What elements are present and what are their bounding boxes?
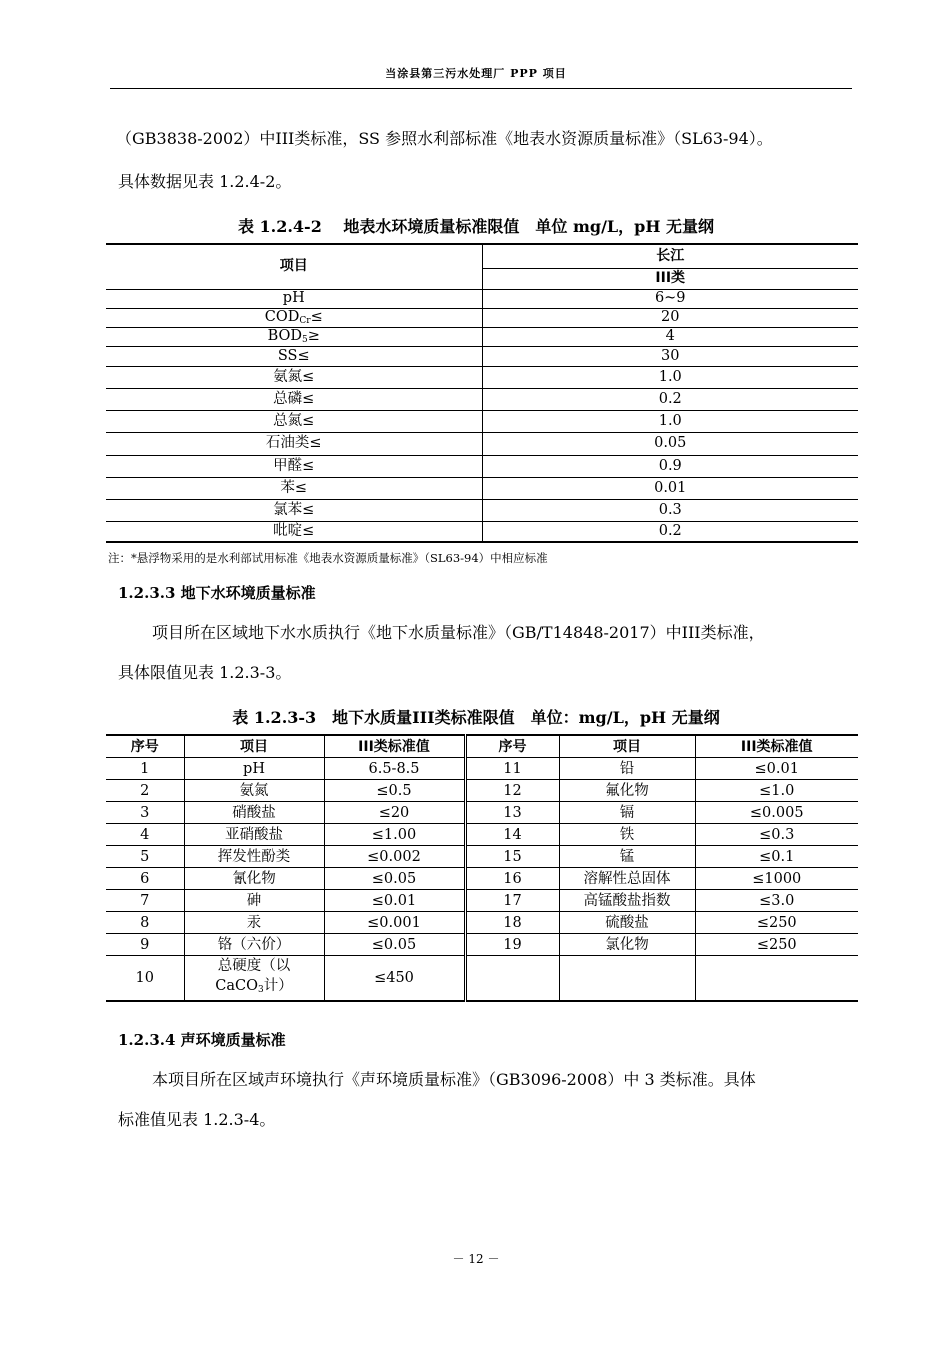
table1-item: [106, 308, 482, 327]
table-row: [106, 289, 858, 308]
table-row: [106, 868, 858, 890]
table2-cell: 2: [106, 780, 184, 802]
table2-cell: ≤0.01: [695, 758, 858, 780]
table-row: [106, 934, 858, 956]
table1-value: 0.3: [482, 499, 858, 521]
table-row: [106, 327, 858, 346]
table1-note: 注：*悬浮物采用的是水利部试用标准《地表水资源质量标准》（SL63-94）中相应标准: [108, 551, 548, 565]
table1-value: 30: [482, 346, 858, 366]
table2-cell: 氯化物: [559, 934, 695, 956]
table2-cell: 14: [465, 824, 559, 846]
table-row: [106, 758, 858, 780]
table2-cell: 汞: [184, 912, 324, 934]
table2-cell: 16: [465, 868, 559, 890]
table2-cell: 9: [106, 934, 184, 956]
table2-cell: 硝酸盐: [184, 802, 324, 824]
table-header-row: [106, 735, 858, 758]
table1-item: 氯苯≤: [106, 499, 482, 521]
running-header: 当涂县第三污水处理厂 PPP 项目: [385, 67, 567, 80]
intro-line-2: 具体数据见表 1.2.4-2。: [118, 172, 292, 191]
table2-empty-cell: [695, 956, 858, 1002]
table-row: [106, 346, 858, 366]
table-row: [106, 846, 858, 868]
table1-item-tail: ≥: [307, 327, 320, 344]
table2-cell: 铅: [559, 758, 695, 780]
table2-empty-cell: [559, 956, 695, 1002]
table2-cell: 3: [106, 802, 184, 824]
table2-cell: ≤20: [324, 802, 465, 824]
noise-line-2: 标准值见表 1.2.3-4。: [118, 1110, 276, 1129]
table2-cell: 砷: [184, 890, 324, 912]
table-row: [106, 802, 858, 824]
table1-item-subscript: Cr: [299, 315, 311, 326]
table2-cell: ≤0.01: [324, 890, 465, 912]
groundwater-line-2: 具体限值见表 1.2.3-3。: [118, 663, 292, 682]
table2-cell: 12: [465, 780, 559, 802]
table2-cell: 1: [106, 758, 184, 780]
table1-item: [106, 327, 482, 346]
table2-caption: 表 1.2.3-3 地下水质量III类标准限值 单位：mg/L，pH 无量纲: [232, 708, 720, 727]
table2-cell: ≤450: [324, 956, 465, 1002]
table-row: [106, 308, 858, 327]
table2-header-item-2: 项目: [559, 735, 695, 758]
table2-cell: ≤1.00: [324, 824, 465, 846]
header-rule: [110, 88, 852, 89]
table1-item: 氨氮≤: [106, 366, 482, 388]
table1-caption: 表 1.2.4-2 地表水环境质量标准限值 单位 mg/L，pH 无量纲: [237, 217, 715, 236]
table1-value: 20: [482, 308, 858, 327]
noise-line-1: 本项目所在区域声环境执行《声环境质量标准》（GB3096-2008）中 3 类标准。具体: [152, 1070, 756, 1089]
table1-value: 1.0: [482, 410, 858, 432]
table1-value: 0.9: [482, 455, 858, 477]
section-heading-noise: 1.2.3.4 声环境质量标准: [118, 1031, 286, 1049]
table2-cell: ≤1000: [695, 868, 858, 890]
table2-cell: ≤0.002: [324, 846, 465, 868]
table2-cell: 氰化物: [184, 868, 324, 890]
table2-cell: 溶解性总固体: [559, 868, 695, 890]
table2-cell: 挥发性酚类: [184, 846, 324, 868]
table1-item-main: COD: [264, 308, 300, 325]
table-row: [106, 410, 858, 432]
table1-item: 苯≤: [106, 477, 482, 499]
table-row: [106, 477, 858, 499]
table2-cell: 锰: [559, 846, 695, 868]
table2-header-value: III类标准值: [324, 735, 465, 758]
table2-cell: ≤0.05: [324, 868, 465, 890]
table2-cell: 8: [106, 912, 184, 934]
table-row: [106, 890, 858, 912]
table2-cell: 10: [106, 956, 184, 1002]
table2-cell: [184, 956, 324, 1002]
table1-item-tail: ≤: [310, 308, 323, 325]
table2-cell: 11: [465, 758, 559, 780]
table2-cell: ≤1.0: [695, 780, 858, 802]
table1-value: 0.2: [482, 388, 858, 410]
table1-item-main: BOD: [267, 327, 303, 344]
table1-value: 0.01: [482, 477, 858, 499]
table1-value: 1.0: [482, 366, 858, 388]
table2-empty-cell: [465, 956, 559, 1002]
table2-header-no: 序号: [106, 735, 184, 758]
intro-line-1: （GB3838-2002）中III类标准，SS 参照水利部标准《地表水资源质量标准》（SL63-94）。: [116, 129, 773, 148]
table2-cell: pH: [184, 758, 324, 780]
section-heading-groundwater: 1.2.3.3 地下水环境质量标准: [118, 584, 316, 602]
table2-cell: 19: [465, 934, 559, 956]
table2-cell: ≤0.5: [324, 780, 465, 802]
groundwater-standard-table: [106, 734, 858, 1002]
table-row: [106, 521, 858, 542]
table2-cell: ≤0.1: [695, 846, 858, 868]
table1-item-subscript: 5: [302, 334, 308, 345]
groundwater-line-1: 项目所在区域地下水水质执行《地下水质量标准》（GB/T14848-2017）中III类标准，: [152, 623, 765, 642]
table2-header-item: 项目: [184, 735, 324, 758]
table2-item-line: [185, 976, 324, 1000]
table2-cell: 亚硝酸盐: [184, 824, 324, 846]
table1-value: 6~9: [482, 289, 858, 308]
table2-cell: ≤0.3: [695, 824, 858, 846]
table1-header-river: 长江: [656, 247, 685, 264]
table1-value: 0.05: [482, 432, 858, 455]
table2-item-main: CaCO: [215, 978, 258, 994]
table2-cell: 6.5-8.5: [324, 758, 465, 780]
table1-item: 甲醛≤: [106, 455, 482, 477]
table2-cell: 15: [465, 846, 559, 868]
table1-item: 石油类≤: [106, 432, 482, 455]
table2-cell: 7: [106, 890, 184, 912]
surface-water-standard-table: [106, 243, 858, 543]
table2-cell: 6: [106, 868, 184, 890]
table2-item-tail: 计）: [263, 978, 293, 994]
table2-cell: 13: [465, 802, 559, 824]
table-row: [106, 432, 858, 455]
table2-header-value-2: III类标准值: [695, 735, 858, 758]
table2-cell: ≤0.001: [324, 912, 465, 934]
table1-item: 吡啶≤: [106, 521, 482, 542]
table1-item: pH: [106, 289, 482, 308]
table-row: [106, 499, 858, 521]
table2-item-subscript: 3: [258, 985, 264, 995]
table2-item-line: 总硬度（以: [217, 958, 291, 974]
table-row: [106, 780, 858, 802]
page-number: － 12 －: [452, 1252, 500, 1266]
table-row: [106, 366, 858, 388]
table2-header-no-2: 序号: [465, 735, 559, 758]
table1-value: 0.2: [482, 521, 858, 542]
table1-item: SS≤: [106, 346, 482, 366]
table2-cell: 铬（六价）: [184, 934, 324, 956]
table2-cell: 4: [106, 824, 184, 846]
table2-cell: ≤0.005: [695, 802, 858, 824]
table2-cell: ≤0.05: [324, 934, 465, 956]
table1-header-item: 项目: [106, 244, 482, 289]
table2-cell: 硫酸盐: [559, 912, 695, 934]
table-row: [106, 388, 858, 410]
table2-cell: ≤250: [695, 934, 858, 956]
table-row: [106, 824, 858, 846]
table-row: [106, 912, 858, 934]
table1-item: 总氮≤: [106, 410, 482, 432]
table2-cell: 氟化物: [559, 780, 695, 802]
table2-cell: 5: [106, 846, 184, 868]
table2-cell: ≤3.0: [695, 890, 858, 912]
table1-header-class: III类: [482, 268, 858, 289]
table1-value: 4: [482, 327, 858, 346]
table2-cell: ≤250: [695, 912, 858, 934]
table2-cell: 氨氮: [184, 780, 324, 802]
table-row: [106, 956, 858, 1002]
table2-cell: 17: [465, 890, 559, 912]
table1-item: 总磷≤: [106, 388, 482, 410]
table-row: [106, 455, 858, 477]
table2-cell: 18: [465, 912, 559, 934]
table2-cell: 镉: [559, 802, 695, 824]
table2-cell: 高锰酸盐指数: [559, 890, 695, 912]
table2-cell: 铁: [559, 824, 695, 846]
